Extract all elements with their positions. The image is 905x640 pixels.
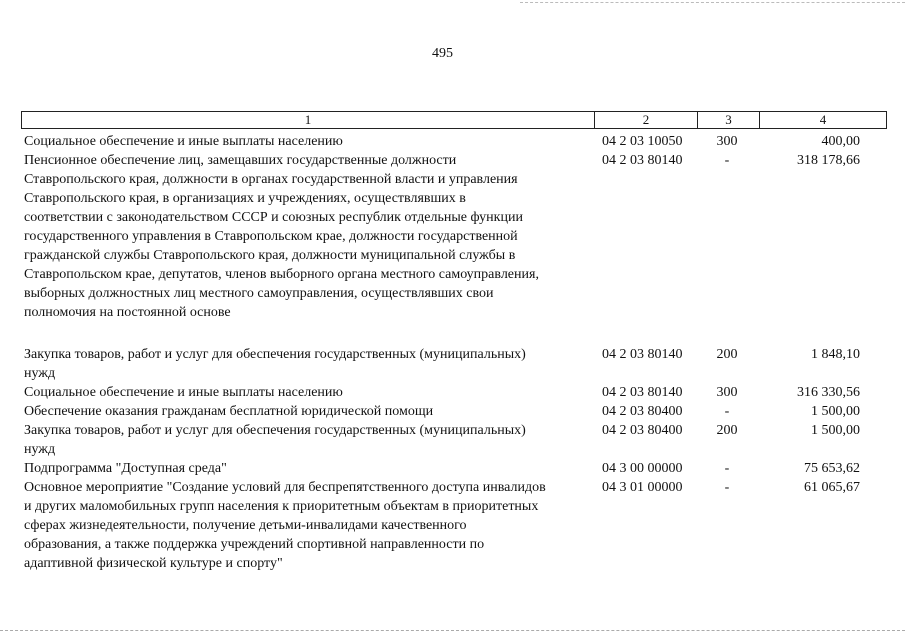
header-col-3: 3 xyxy=(698,112,760,128)
page-number: 495 xyxy=(432,46,453,61)
row-code: 04 2 03 80140 xyxy=(602,385,683,400)
row-code: 04 3 00 00000 xyxy=(602,461,683,476)
row-amount: 400,00 xyxy=(821,134,860,149)
row-amount: 61 065,67 xyxy=(804,480,860,495)
scan-edge-bottom xyxy=(0,630,905,632)
row-name: Подпрограмма "Доступная среда" xyxy=(24,461,227,476)
row-name: Пенсионное обеспечение лиц, замещавших государственные должности Ставропольского края, должности в органах государственной власти и управления Ставропольского края, в организациях и учреждениях, осуществлявших в соответствии с законодательством СССР и союзных республик отдельные функции государственного управления в Ставропольском крае, должности государственной гражданской службы Ставропольского края, должности муниципальной службы в Ставропольском крае, депутатов, членов выборного органа местного самоуправления, выборных должностных лиц местного самоуправления, осуществлявших свои полномочия на постоянной основе xyxy=(24,153,539,320)
row-code: 04 2 03 80400 xyxy=(602,404,683,419)
row-type: - xyxy=(724,404,730,419)
row-amount: 1 500,00 xyxy=(811,404,860,419)
row-name: Обеспечение оказания гражданам бесплатной юридической помощи xyxy=(24,404,434,419)
row-type: - xyxy=(724,153,730,168)
row-type: 200 xyxy=(716,347,738,362)
header-col-2: 2 xyxy=(595,112,698,128)
row-amount: 1 500,00 xyxy=(811,423,860,438)
row-amount: 75 653,62 xyxy=(804,461,860,476)
row-amount: 316 330,56 xyxy=(797,385,860,400)
row-type: - xyxy=(724,480,730,495)
row-type: 200 xyxy=(716,423,738,438)
row-amount: 1 848,10 xyxy=(811,347,860,362)
row-type: 300 xyxy=(716,385,738,400)
table-header xyxy=(21,111,887,129)
row-name: Основное мероприятие "Создание условий для беспрепятственного доступа инвалидов и других маломобильных групп населения к приоритетным объектам в приоритетных сферах жизнедеятельности, получение детьми-инвалидами качественного образования, а также поддержка учреждений спортивной направленности по адаптивной физической культуре и спорту" xyxy=(24,480,546,571)
header-col-1: 1 xyxy=(22,112,595,128)
row-amount: 318 178,66 xyxy=(797,153,860,168)
row-name: Закупка товаров, работ и услуг для обеспечения государственных (муниципальных) нужд xyxy=(24,347,526,381)
row-code: 04 2 03 80140 xyxy=(602,153,683,168)
row-name: Закупка товаров, работ и услуг для обеспечения государственных (муниципальных) нужд xyxy=(24,423,526,457)
row-type: - xyxy=(724,461,730,476)
header-col-4: 4 xyxy=(819,112,827,127)
scan-edge-top xyxy=(520,2,905,4)
row-code: 04 3 01 00000 xyxy=(602,480,683,495)
row-code: 04 2 03 80140 xyxy=(602,347,683,362)
row-code: 04 2 03 10050 xyxy=(602,134,683,149)
row-code: 04 2 03 80400 xyxy=(602,423,683,438)
row-name: Социальное обеспечение и иные выплаты населению xyxy=(24,385,343,400)
row-type: 300 xyxy=(716,134,738,149)
row-name: Социальное обеспечение и иные выплаты населению xyxy=(24,134,343,149)
